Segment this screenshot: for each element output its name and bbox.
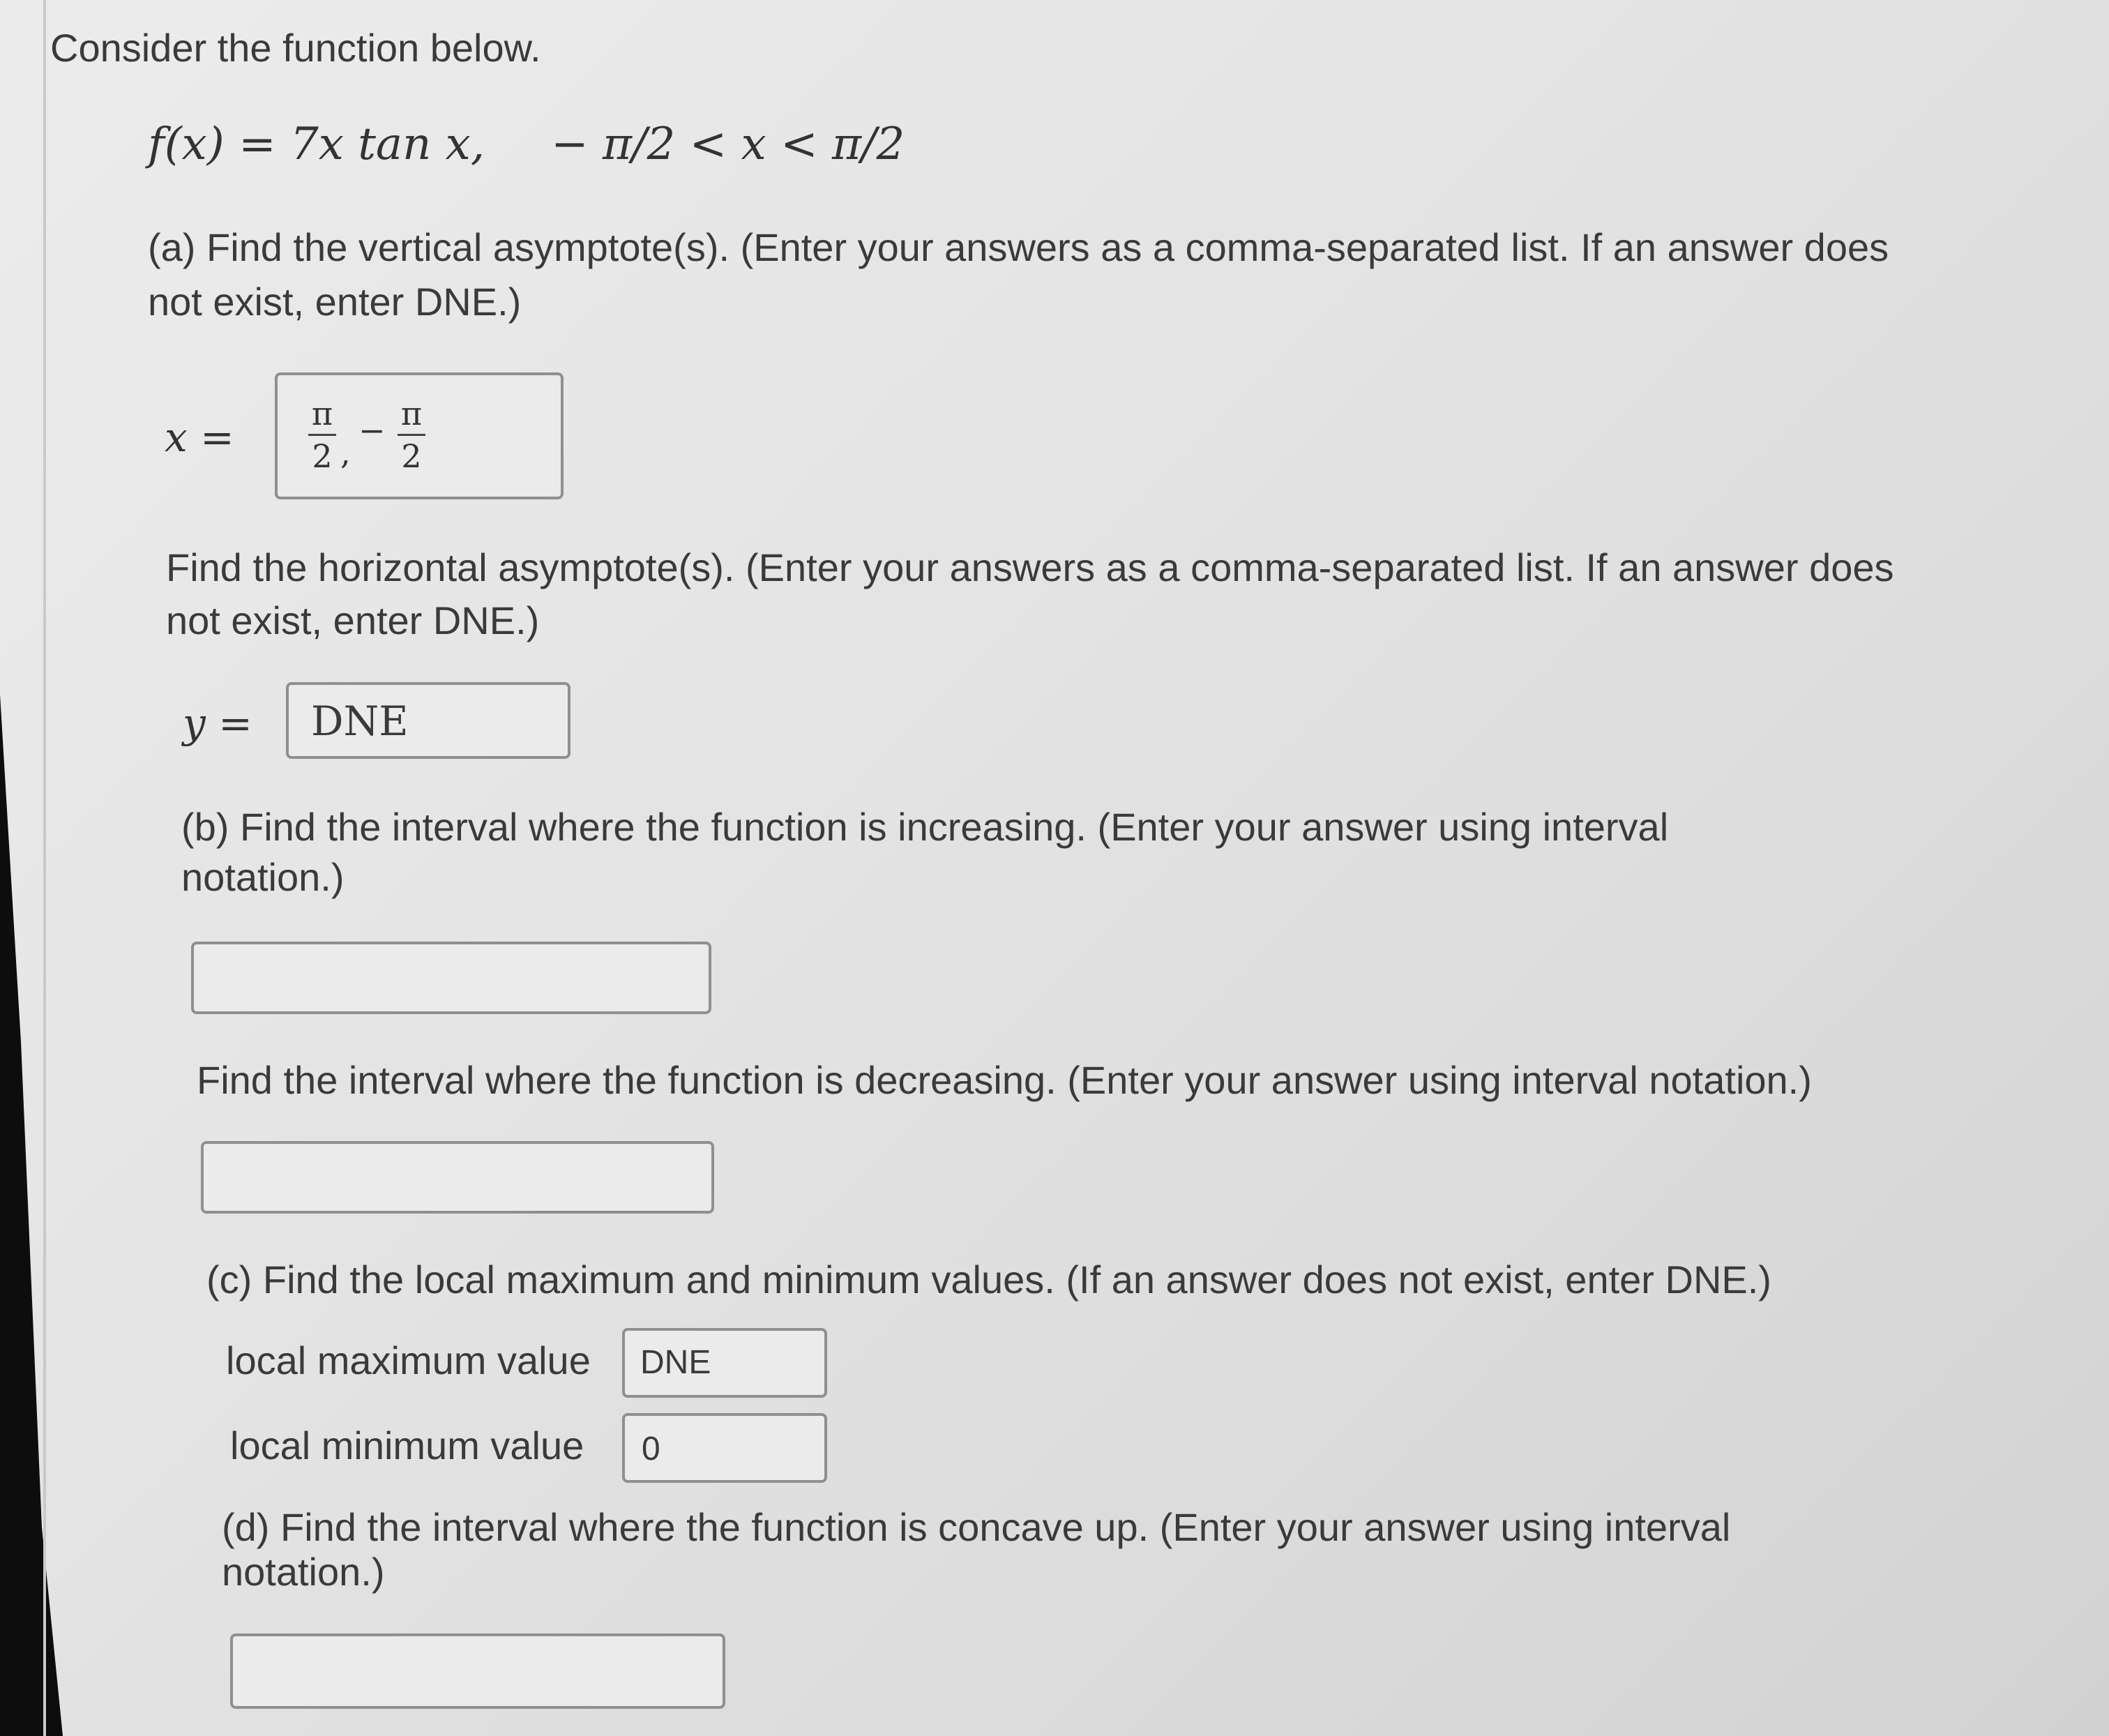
fraction-2-numerator: π [400,395,423,432]
vertical-asymptote-input[interactable] [275,372,564,499]
fraction-1-denominator: 2 [312,437,333,475]
horizontal-answer-label: y = [183,700,252,747]
fraction-1-numerator: π [311,395,333,432]
decreasing-interval-input[interactable] [201,1141,714,1214]
function-domain: − π/2 < x < π/2 [551,119,905,170]
increasing-interval-input[interactable] [191,942,711,1014]
function-lhs: f(x) = 7x tan x, [148,119,485,170]
concave-up-prompt: (d) Find the interval where the function is concave up. (Enter your answer using interval notation.) [222,1505,1731,1594]
local-min-value: 0 [642,1431,660,1467]
answer-separator: , [340,434,351,471]
local-min-label: local minimum value [230,1424,584,1467]
fraction-2 [398,395,425,475]
concave-up-interval-input[interactable] [230,1633,725,1709]
local-min-input[interactable] [622,1413,827,1483]
decreasing-prompt: Find the interval where the function is decreasing. (Enter your answer using interval notation.) [197,1058,1812,1102]
increasing-prompt: (b) Find the interval where the function is increasing. (Enter your answer using interval notation.) [181,805,1669,899]
local-max-value: DNE [640,1344,711,1381]
vertical-asymptote-prompt: (a) Find the vertical asymptote(s). (Enter your answers as a comma-separated list. If an answer does not exist, enter DNE.) [148,225,1889,324]
local-max-input[interactable] [622,1328,827,1398]
horizontal-asymptote-input[interactable] [286,682,570,759]
fraction-1-bar [308,434,336,436]
panel-edge [43,0,46,1736]
local-extrema-prompt: (c) Find the local maximum and minimum values. (If an answer does not exist, enter DNE.) [206,1258,1771,1301]
intro-text: Consider the function below. [50,26,541,70]
fraction-2-denominator: 2 [401,437,422,475]
horizontal-asymptote-value: DNE [311,697,409,745]
fraction-2-bar [398,434,425,436]
local-max-label: local maximum value [226,1338,591,1382]
horizontal-asymptote-prompt: Find the horizontal asymptote(s). (Enter your answers as a comma-separated list. If an answer does not exist, enter DNE.) [166,545,1894,642]
negative-sign: − [358,412,386,449]
vertical-answer-label: x = [165,414,234,461]
fraction-1 [308,395,336,475]
